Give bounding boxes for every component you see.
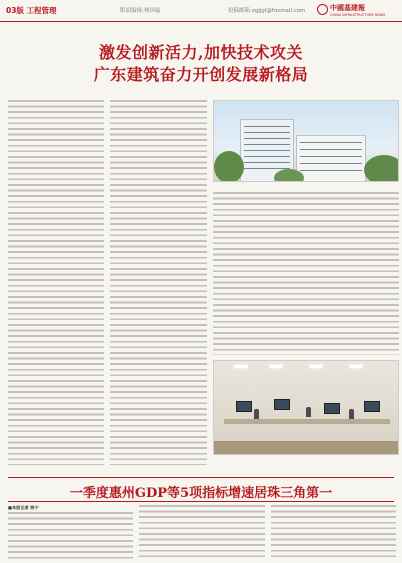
article2-byline: ■本报记者 杨宁 bbox=[8, 505, 39, 510]
article2-body-col1 bbox=[8, 512, 133, 560]
section-divider bbox=[8, 501, 394, 502]
photo-building-exterior bbox=[213, 100, 399, 182]
editor-credit: 版面编辑:林国福 bbox=[120, 8, 161, 14]
article1-body-col3 bbox=[213, 192, 399, 355]
illegible-text-lines bbox=[8, 100, 104, 465]
article2-headline: 一季度惠州GDP等5项指标增速居珠三角第一 bbox=[69, 486, 333, 501]
article1-body-col1 bbox=[8, 100, 104, 465]
newspaper-logo-subtitle: CHINA INFRASTRUCTURE NEWS bbox=[330, 13, 386, 17]
submission-email: 投稿邮箱:zgjjgl@foxmail.com bbox=[228, 8, 306, 14]
article2-body-col3 bbox=[271, 505, 396, 560]
newspaper-logo-title: 中國基建報 bbox=[330, 4, 365, 12]
article1-headline-line2: 广东建筑奋力开创发展新格局 bbox=[93, 65, 309, 84]
section-divider bbox=[8, 477, 394, 478]
newspaper-logo-icon bbox=[317, 4, 328, 15]
illegible-text-lines bbox=[8, 512, 133, 560]
masthead bbox=[0, 0, 402, 22]
illegible-text-lines bbox=[213, 192, 399, 355]
illegible-text-lines bbox=[139, 505, 265, 560]
article1-headline-line1: 激发创新活力,加快技术攻关 bbox=[98, 43, 304, 62]
illegible-text-lines bbox=[271, 505, 396, 560]
article1-body-col2 bbox=[110, 100, 207, 465]
illegible-text-lines bbox=[110, 100, 207, 465]
article2-body-col2 bbox=[139, 505, 265, 560]
page-label: 03版 工程管理 bbox=[6, 6, 57, 15]
photo-office-interior bbox=[213, 360, 399, 455]
